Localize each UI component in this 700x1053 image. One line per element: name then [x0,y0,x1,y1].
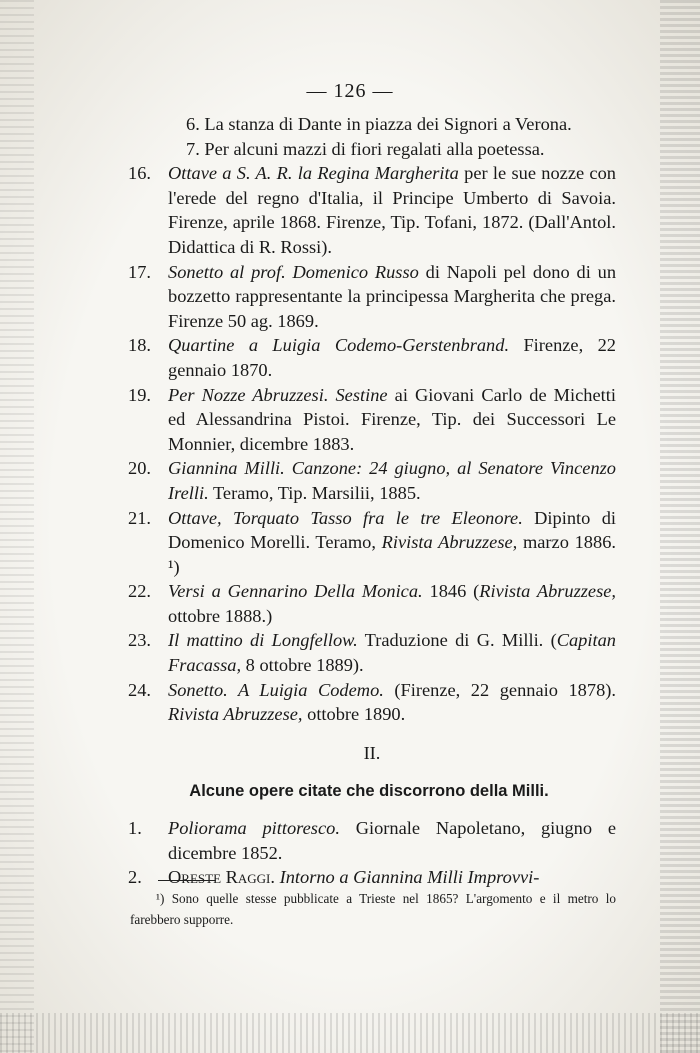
entry-title: Il mattino di Longfellow. [168,630,358,651]
entry-number: 21. [128,507,151,528]
entry-number: 24. [128,679,151,700]
entry-details: (Firenze, 22 gennaio 1878). [383,679,616,700]
entry-title: Poliorama pittoresco. [168,818,340,839]
entry-details: Traduzione di G. Milli. ( [357,630,557,651]
page-edge-right [660,0,700,1053]
entry-title: Intorno a Giannina Milli Improvvi- [274,867,540,888]
section-heading: Alcune opere citate che discorrono della Milli. [189,782,549,801]
sub-item-text: La stanza di Dante in piazza dei Signori a Verona. [204,114,572,134]
entry-author: Oreste Raggi. [168,867,275,888]
sub-item-text: Per alcuni mazzi di fiori regalati alla poetessa. [204,138,545,159]
entry-number: 22. [128,581,151,602]
sub-item [186,112,616,137]
entry-number: 23. [128,630,151,651]
bibliography-entry [128,628,616,677]
bibliography-entry [128,865,616,890]
entry-title: Sonetto. A Luigia Codemo. [168,679,384,700]
sub-item-number: 6. [186,114,200,134]
entry-details-tail: 8 ottobre 1889). [241,655,364,676]
entry-title: Ottave, Torquato Tasso fra le tre Eleonore. [168,507,523,528]
entry-details-tail: ottobre 1888.) [168,605,273,626]
entry-number: 20. [128,458,151,479]
entry-details: di Napoli pel dono di un bozzetto rappresentante la principessa Margherita che prega. Firenze 50 ag. 1869. [168,261,617,331]
page-edge-bottom [0,1013,700,1053]
sub-item-number: 7. [186,138,200,159]
entry-number: 16. [128,163,151,184]
bibliography-entry [128,579,616,628]
sub-item [186,137,616,162]
bibliography-entry [128,333,616,382]
entry-title: Ottave a S. A. R. la Regina Margherita [168,163,459,184]
entry-journal: Rivista Abruzzese, [381,532,518,553]
entry-details-tail: ottobre 1890. [302,704,406,725]
entry-details: Teramo, Tip. Marsilii, 1885. [208,482,421,503]
bibliography-entry [128,456,616,505]
section-numeral: II. [363,742,381,763]
entry-number: 19. [128,384,151,405]
entry-details-tail: marzo 1886. ¹) [168,532,616,577]
entry-number: 17. [128,261,151,282]
bibliography-entry [128,383,616,457]
page-content [128,112,616,890]
bibliography-entry [128,816,616,865]
page-number: — 126 — [306,80,394,102]
page-edge-left [0,0,34,1053]
entry-title: Per Nozze Abruzzesi. Sestine [168,384,388,405]
entry-title: Sonetto al prof. Domenico Russo [168,261,419,282]
entry-journal: Rivista Abruzzese, [168,704,303,725]
bibliography-entry [128,260,616,334]
entry-number: 18. [128,335,151,356]
entry-journal: Capitan Fracassa, [168,630,616,676]
footnote-rule [158,880,216,881]
entry-details: per le sue nozze con l'erede del regno d'Italia, il Principe Umberto di Savoia. Firenze, aprile 1868. Firenze, Tip. Tofani, 1872. (Dall'Antol. Didattica di R. Rossi). [168,163,616,257]
entry-number: 2. [128,867,142,888]
bibliography-entry [128,161,616,259]
entry-journal: Rivista Abruzzese, [479,581,617,602]
entry-title: Quartine a Luigia Codemo-Gerstenbrand. [168,335,510,356]
entry-details: Giornale Napoletano, giugno e dicembre 1852. [168,818,616,863]
entry-number: 1. [128,818,142,839]
bibliography-entry [128,678,616,727]
entry-title: Versi a Gennarino Della Monica. [168,581,423,602]
footnote: ¹) Sono quelle stesse pubblicate a Trieste nel 1865? L'argomento e il metro lo farebbero supporre. [130,891,616,927]
entry-details: ai Giovani Carlo de Michetti ed Alessandrina Pistoi. Firenze, Tip. dei Successori Le Monnier, dicembre 1883. [168,384,616,454]
bibliography-entry [128,506,616,580]
entry-details: Dipinto di Domenico Morelli. Teramo, [168,507,616,553]
entry-details: Firenze, 22 gennaio 1870. [168,335,616,380]
entry-title: Giannina Milli. Canzone: 24 giugno, al Senatore Vincenzo Irelli. [168,458,616,503]
entry-details: 1846 ( [422,581,480,602]
